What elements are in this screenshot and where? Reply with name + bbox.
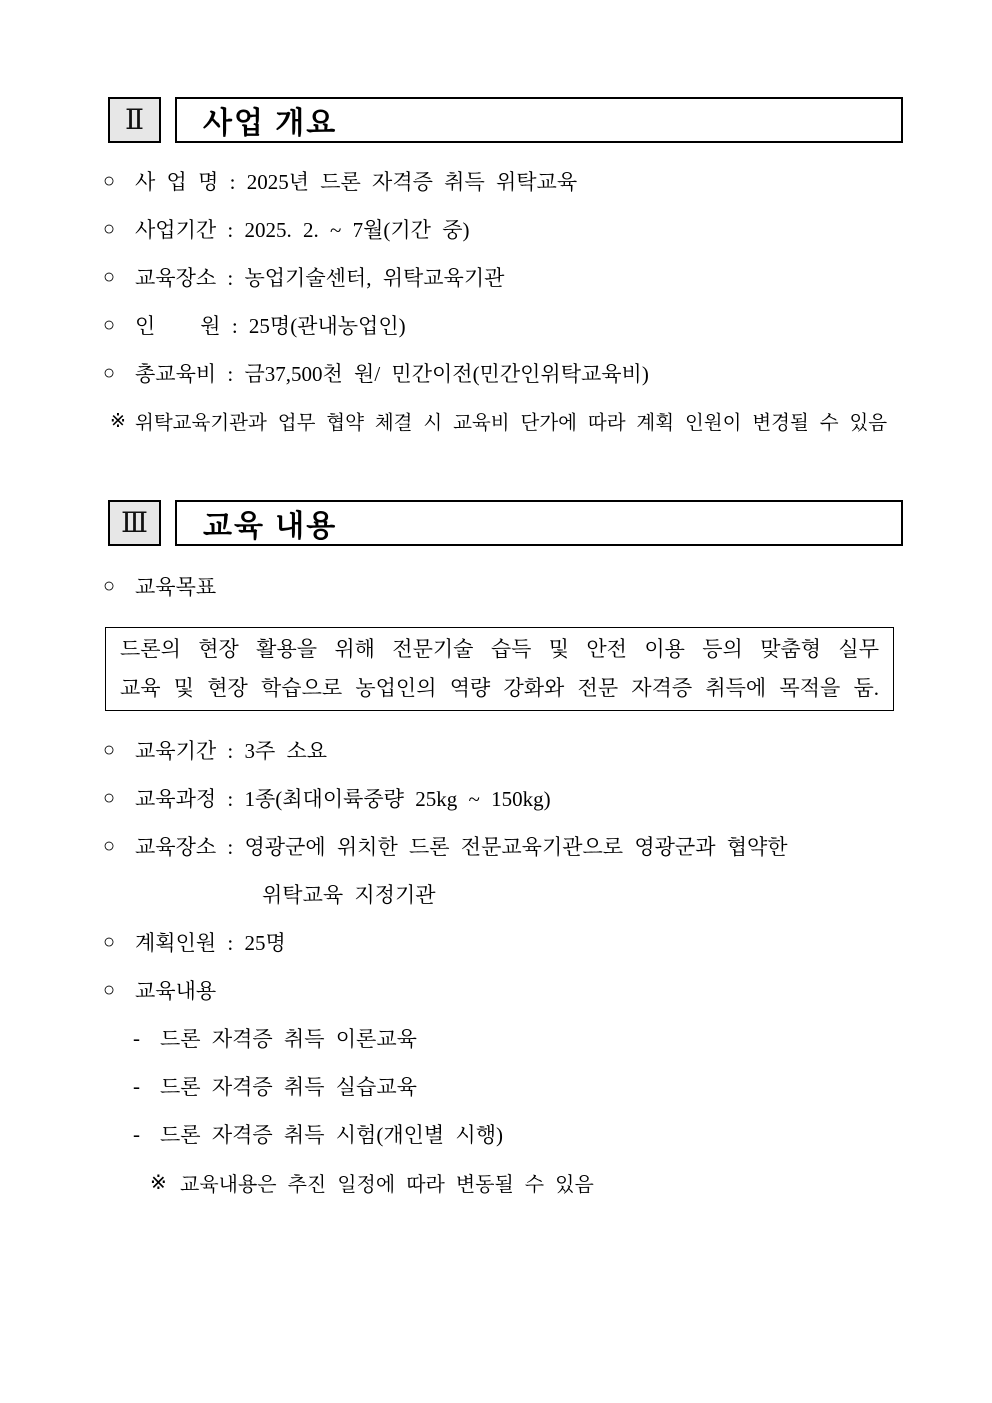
- list-item-education-period: [103, 726, 992, 774]
- sub-item-exam: [133, 1110, 992, 1158]
- section-numeral-2: Ⅱ: [108, 97, 161, 143]
- list-item-personnel: [103, 301, 992, 349]
- reference-mark-icon: ※: [150, 1171, 167, 1194]
- circle-bullet-icon: ○: [103, 930, 116, 953]
- circle-bullet-icon: ○: [103, 169, 116, 192]
- circle-bullet-icon: ○: [103, 738, 116, 761]
- item-text: 드론 자격증 취득 실습교육: [160, 1075, 417, 1099]
- header-gap: [161, 500, 175, 546]
- list-item-planned-personnel: [103, 918, 992, 966]
- item-text: 교육내용: [135, 979, 217, 1003]
- item-text: 사업기간 : 2025. 2. ~ 7월(기간 중): [135, 218, 470, 242]
- section-education-header: [108, 500, 992, 546]
- circle-bullet-icon: ○: [103, 978, 116, 1001]
- header-gap: [161, 97, 175, 143]
- item-text: 사 업 명 : 2025년 드론 자격증 취득 위탁교육: [135, 170, 578, 194]
- item-text: 교육목표: [135, 575, 217, 599]
- circle-bullet-icon: ○: [103, 361, 116, 384]
- note-text: 교육내용은 추진 일정에 따라 변동될 수 있음: [180, 1173, 594, 1196]
- item-text: 계획인원 : 25명: [135, 931, 286, 955]
- item-text: 교육기간 : 3주 소요: [135, 739, 328, 763]
- section-title-education: 교육 내용: [175, 500, 903, 546]
- overview-note: [110, 397, 992, 445]
- education-item-list: [0, 726, 992, 1206]
- circle-bullet-icon: ○: [103, 313, 116, 336]
- circle-bullet-icon: ○: [103, 265, 116, 288]
- sub-item-theory: [133, 1014, 992, 1062]
- reference-mark-icon: ※: [110, 410, 126, 432]
- dash-bullet-icon: -: [133, 1121, 140, 1146]
- section-title-overview: 사업 개요: [175, 97, 903, 143]
- list-item-project-period: [103, 205, 992, 253]
- dash-bullet-icon: -: [133, 1025, 140, 1050]
- section-overview-header: [108, 97, 992, 143]
- circle-bullet-icon: ○: [103, 786, 116, 809]
- sub-item-practice: [133, 1062, 992, 1110]
- education-goal-box: [105, 627, 894, 711]
- dash-bullet-icon: -: [133, 1073, 140, 1098]
- item-text: 총교육비 : 금37,500천 원/ 민간이전(민간인위탁교육비): [135, 362, 649, 386]
- item-text: 드론 자격증 취득 이론교육: [160, 1027, 417, 1051]
- item-text: 드론 자격증 취득 시험(개인별 시행): [160, 1123, 503, 1147]
- section-numeral-3: Ⅲ: [108, 500, 161, 546]
- note-text: 위탁교육기관과 업무 협약 체결 시 교육비 단가에 따라 계획 인원이 변경될 수 있음: [135, 413, 888, 434]
- education-goal-label-row: [0, 562, 992, 610]
- overview-item-list: [0, 157, 992, 445]
- list-item-project-name: [103, 157, 992, 205]
- item-text: 인 원 : 25명(관내농업인): [135, 314, 406, 338]
- item-text: 위탁교육 지정기관: [262, 883, 436, 907]
- goal-box-line-2: 교육 및 현장 학습으로 농업인의 역량 강화와 전문 자격증 취득에 목적을 둠.: [120, 676, 879, 700]
- education-note: [150, 1158, 992, 1206]
- list-item-total-cost: [103, 349, 992, 397]
- list-item-location-continuation: [262, 870, 992, 918]
- item-text: 교육장소 : 농업기술센터, 위탁교육기관: [135, 266, 505, 290]
- section-overview: [0, 97, 992, 445]
- circle-bullet-icon: ○: [103, 574, 116, 597]
- item-text: 교육과정 : 1종(최대이륙중량 25kg ~ 150kg): [135, 787, 551, 811]
- circle-bullet-icon: ○: [103, 217, 116, 240]
- circle-bullet-icon: ○: [103, 834, 116, 857]
- list-item-education-location: [103, 822, 992, 870]
- section-education: [0, 500, 992, 1206]
- list-item-education-place: [103, 253, 992, 301]
- list-item-education-content: [103, 966, 992, 1014]
- list-item-education-course: [103, 774, 992, 822]
- list-item-education-goal: [103, 562, 992, 610]
- goal-box-line-1: 드론의 현장 활용을 위해 전문기술 습득 및 안전 이용 등의 맞춤형 실무: [120, 637, 879, 661]
- item-text: 교육장소 : 영광군에 위치한 드론 전문교육기관으로 영광군과 협약한: [135, 835, 788, 859]
